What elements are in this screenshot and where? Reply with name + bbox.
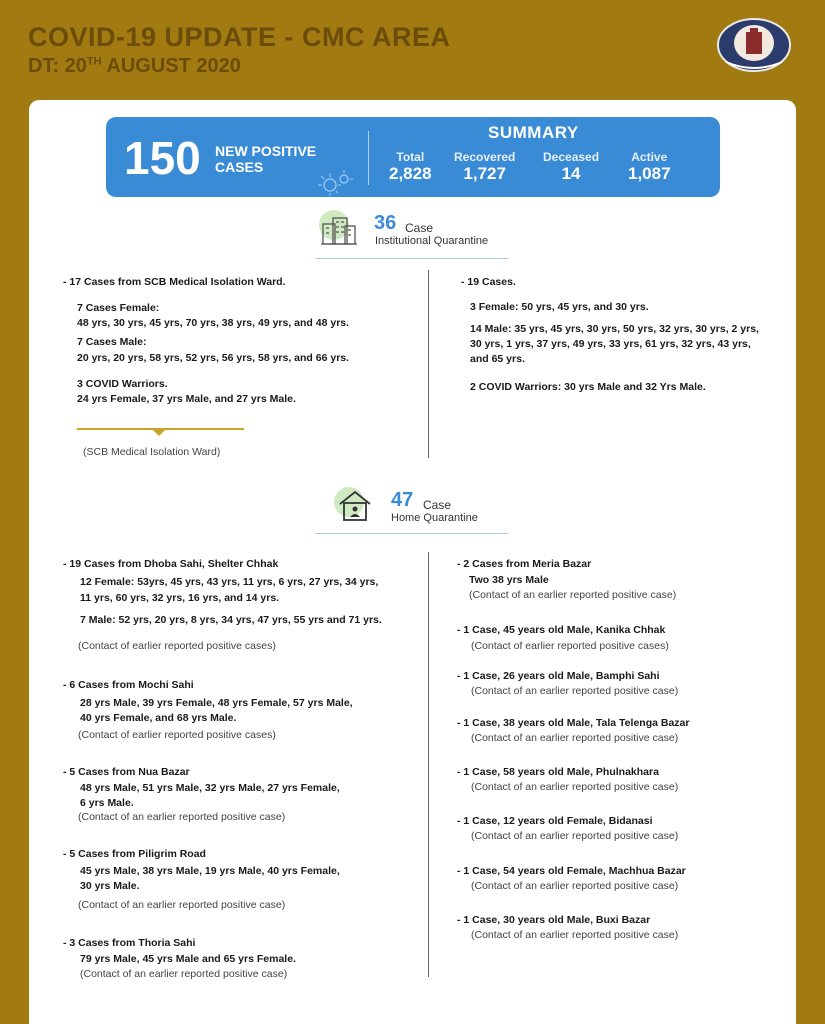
home-icon — [336, 488, 374, 522]
virus-icon — [316, 169, 356, 197]
stat-deceased: Deceased 14 — [543, 150, 600, 183]
home-left-heading: - 5 Cases from Piligrim Road — [63, 848, 206, 860]
home-left-line: 30 yrs Male. — [80, 880, 140, 892]
municipal-corporation-logo — [716, 16, 792, 74]
institutional-count: 36 — [374, 212, 397, 234]
home-left-heading: - 19 Cases from Dhoba Sahi, Shelter Chhak — [63, 558, 279, 570]
inst-warrior-list: 24 yrs Female, 37 yrs Male, and 27 yrs Male. — [77, 393, 296, 405]
home-left-heading: - 3 Cases from Thoria Sahi — [63, 937, 196, 949]
home-left-line: 79 yrs Male, 45 yrs Male and 65 yrs Female. — [80, 953, 296, 965]
column-divider — [428, 270, 429, 458]
inst-right-male-2: 30 yrs, 1 yrs, 37 yrs, 49 yrs, 33 yrs, 61 yrs, 32 yrs, 43 yrs, — [470, 338, 751, 350]
home-case-word: Case — [423, 498, 452, 512]
hospital-building-icon — [319, 214, 359, 246]
inst-warrior-head: 3 COVID Warriors. — [77, 378, 168, 390]
home-right-heading: - 1 Case, 30 years old Male, Buxi Bazar — [457, 914, 651, 926]
home-right-heading: - 1 Case, 12 years old Female, Bidanasi — [457, 815, 653, 827]
home-left-note: (Contact of an earlier reported positive case) — [78, 899, 286, 911]
home-right-note: (Contact of an earlier reported positive case) — [471, 685, 679, 697]
home-right-line: Two 38 yrs Male — [469, 574, 549, 586]
home-left-line: 28 yrs Male, 39 yrs Female, 48 yrs Female, 57 yrs Male, — [80, 697, 353, 709]
home-left-heading: - 5 Cases from Nua Bazar — [63, 766, 190, 778]
home-right-note: (Contact of earlier reported positive cases) — [471, 640, 669, 652]
home-right-note: (Contact of an earlier reported positive case) — [471, 929, 679, 941]
summary-banner — [106, 117, 720, 197]
inst-right-female: 3 Female: 50 yrs, 45 yrs, and 30 yrs. — [470, 301, 649, 313]
home-right-note: (Contact of an earlier reported positive case) — [471, 830, 679, 842]
home-label: Home Quarantine — [391, 512, 478, 524]
home-left-line: 11 yrs, 60 yrs, 32 yrs, 16 yrs, and 14 yrs. — [80, 592, 280, 604]
inst-left-heading: - 17 Cases from SCB Medical Isolation Ward. — [63, 276, 286, 288]
home-left-line: 12 Female: 53yrs, 45 yrs, 43 yrs, 11 yrs, 6 yrs, 27 yrs, 34 yrs, — [80, 576, 379, 588]
home-left-heading: - 6 Cases from Mochi Sahi — [63, 679, 194, 691]
home-right-note: (Contact of an earlier reported positive case) — [471, 732, 679, 744]
stat-recovered: Recovered 1,727 — [454, 150, 516, 183]
summary-title: SUMMARY — [488, 123, 579, 142]
home-right-note: (Contact of an earlier reported positive case) — [471, 880, 679, 892]
inst-right-heading: - 19 Cases. — [461, 276, 516, 288]
section-underline — [316, 258, 508, 259]
home-right-heading: - 1 Case, 38 years old Male, Tala Telenga Bazar — [457, 717, 690, 729]
inst-right-male-1: 14 Male: 35 yrs, 45 yrs, 30 yrs, 50 yrs, 32 yrs, 30 yrs, 2 yrs, — [470, 323, 759, 335]
home-right-heading: - 1 Case, 45 years old Male, Kanika Chhak — [457, 624, 666, 636]
column-divider — [428, 552, 429, 977]
new-positive-label: NEW POSITIVE CASES — [215, 143, 317, 175]
home-right-heading: - 1 Case, 26 years old Male, Bamphi Sahi — [457, 670, 660, 682]
ward-pointer — [153, 430, 165, 436]
inst-male-list: 20 yrs, 20 yrs, 58 yrs, 52 yrs, 56 yrs, 58 yrs, and 66 yrs. — [77, 352, 350, 364]
home-right-note: (Contact of an earlier reported positive case) — [471, 781, 679, 793]
ward-caption: (SCB Medical Isolation Ward) — [83, 446, 221, 458]
new-positive-count: 150 — [124, 132, 201, 184]
home-right-heading: - 1 Case, 58 years old Male, Phulnakhara — [457, 766, 659, 778]
home-left-note: (Contact of earlier reported positive cases) — [78, 640, 276, 652]
home-right-heading: - 2 Cases from Meria Bazar — [457, 558, 592, 570]
home-left-line: 40 yrs Female, and 68 yrs Male. — [80, 712, 237, 724]
institutional-label: Institutional Quarantine — [375, 235, 489, 247]
stat-total: Total 2,828 — [389, 150, 432, 183]
home-left-note: (Contact of earlier reported positive cases) — [78, 729, 276, 741]
inst-male-head: 7 Cases Male: — [77, 336, 147, 348]
home-count: 47 — [391, 489, 414, 511]
inst-right-male-3: and 65 yrs. — [470, 353, 525, 365]
inst-female-list: 48 yrs, 30 yrs, 45 yrs, 70 yrs, 38 yrs, 49 yrs, and 48 yrs. — [77, 317, 350, 329]
page-title: COVID-19 UPDATE - CMC AREA — [28, 22, 451, 52]
home-left-note: (Contact of an earlier reported positive case) — [78, 811, 286, 823]
banner-divider — [368, 131, 369, 185]
inst-female-head: 7 Cases Female: — [77, 302, 160, 314]
inst-right-warriors: 2 COVID Warriors: 30 yrs Male and 32 Yrs Male. — [470, 381, 706, 393]
home-left-line: 48 yrs Male, 51 yrs Male, 32 yrs Male, 27 yrs Female, — [80, 782, 340, 794]
home-left-line: 45 yrs Male, 38 yrs Male, 19 yrs Male, 40 yrs Female, — [80, 865, 340, 877]
home-left-line: 7 Male: 52 yrs, 20 yrs, 8 yrs, 34 yrs, 47 yrs, 55 yrs and 71 yrs. — [80, 614, 382, 626]
home-left-line: 6 yrs Male. — [80, 797, 134, 809]
section-underline — [316, 533, 508, 534]
institutional-case-word: Case — [405, 221, 434, 235]
home-right-note: (Contact of an earlier reported positive case) — [469, 589, 677, 601]
stat-active: Active 1,087 — [628, 150, 671, 183]
home-right-heading: - 1 Case, 54 years old Female, Machhua Bazar — [457, 865, 686, 877]
content-card — [29, 100, 796, 1024]
home-left-note: (Contact of an earlier reported positive case) — [80, 968, 288, 980]
report-date: DT: 20TH AUGUST 2020 — [28, 55, 241, 77]
